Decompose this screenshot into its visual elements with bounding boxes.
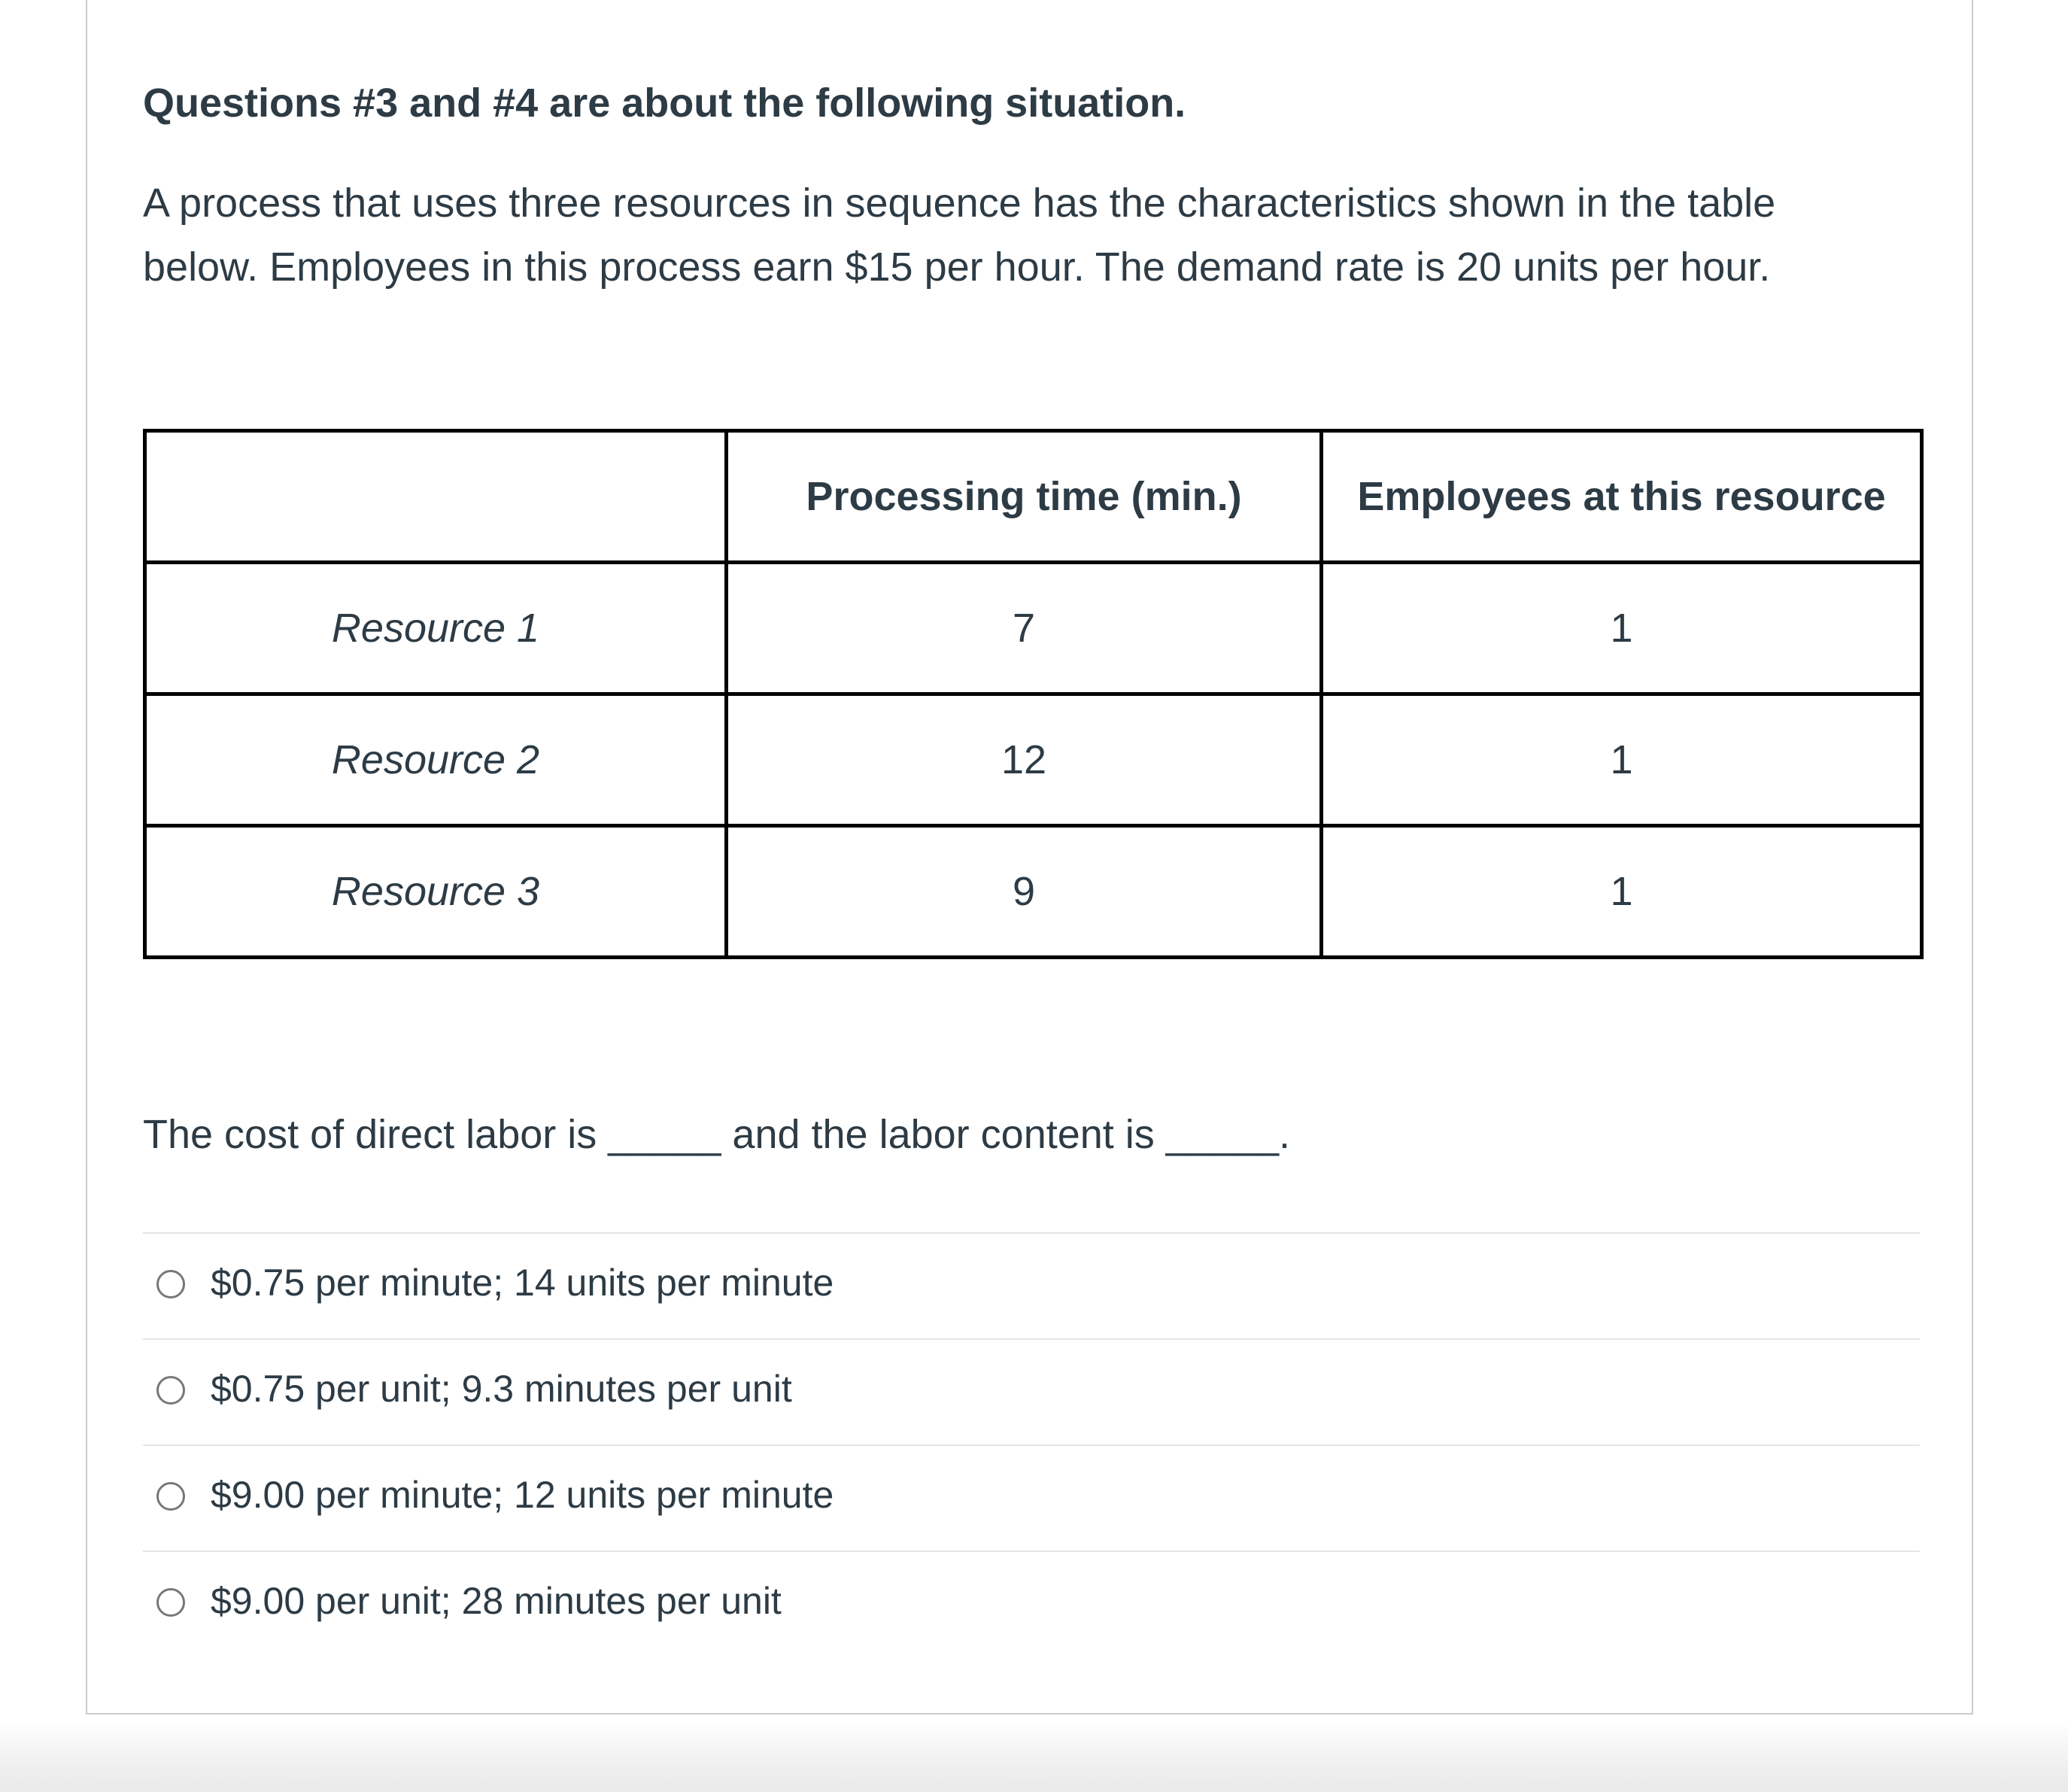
radio-button-4[interactable] bbox=[156, 1588, 185, 1617]
answer-option-4[interactable] bbox=[143, 1551, 1920, 1657]
bottom-shadow bbox=[0, 1723, 2068, 1792]
table-row bbox=[145, 694, 1922, 826]
answer-list bbox=[143, 1232, 1920, 1657]
table-header-employees: Employees at this resource bbox=[1322, 431, 1922, 563]
answer-label-2[interactable]: $0.75 per unit; 9.3 minutes per unit bbox=[211, 1368, 792, 1410]
radio-button-3[interactable] bbox=[156, 1482, 185, 1511]
radio-button-2[interactable] bbox=[156, 1376, 185, 1405]
intro-line-1: A process that uses three resources in sequence has the characteristics shown in the table bbox=[143, 181, 1776, 226]
question-intro bbox=[143, 172, 1920, 299]
resource-name: Resource 1 bbox=[145, 563, 727, 694]
table-row bbox=[145, 826, 1922, 958]
answer-option-1[interactable] bbox=[143, 1232, 1920, 1338]
question-prompt: The cost of direct labor is _____ and the labor content is _____. bbox=[143, 1112, 1290, 1157]
processing-time-cell: 9 bbox=[727, 826, 1322, 958]
resource-name: Resource 3 bbox=[145, 826, 727, 958]
table-header-processing-time: Processing time (min.) bbox=[727, 431, 1322, 563]
answer-label-4[interactable]: $9.00 per unit; 28 minutes per unit bbox=[211, 1580, 782, 1622]
table-row bbox=[145, 563, 1922, 694]
table-header-row bbox=[145, 431, 1922, 563]
answer-label-1[interactable]: $0.75 per minute; 14 units per minute bbox=[211, 1262, 834, 1304]
question-heading: Questions #3 and #4 are about the following situation. bbox=[143, 80, 1186, 126]
answer-option-2[interactable] bbox=[143, 1338, 1920, 1444]
answer-label-3[interactable]: $9.00 per minute; 12 units per minute bbox=[211, 1474, 834, 1516]
resource-name: Resource 2 bbox=[145, 694, 727, 826]
processing-time-cell: 12 bbox=[727, 694, 1322, 826]
radio-button-1[interactable] bbox=[156, 1270, 185, 1298]
resource-table bbox=[143, 429, 1924, 959]
answer-option-3[interactable] bbox=[143, 1444, 1920, 1551]
employees-cell: 1 bbox=[1322, 563, 1922, 694]
processing-time-cell: 7 bbox=[727, 563, 1322, 694]
employees-cell: 1 bbox=[1322, 826, 1922, 958]
table-header-blank bbox=[145, 431, 727, 563]
employees-cell: 1 bbox=[1322, 694, 1922, 826]
intro-line-2: below. Employees in this process earn $15 per hour. The demand rate is 20 units per hour. bbox=[143, 245, 1771, 290]
question-panel bbox=[86, 0, 1973, 1715]
